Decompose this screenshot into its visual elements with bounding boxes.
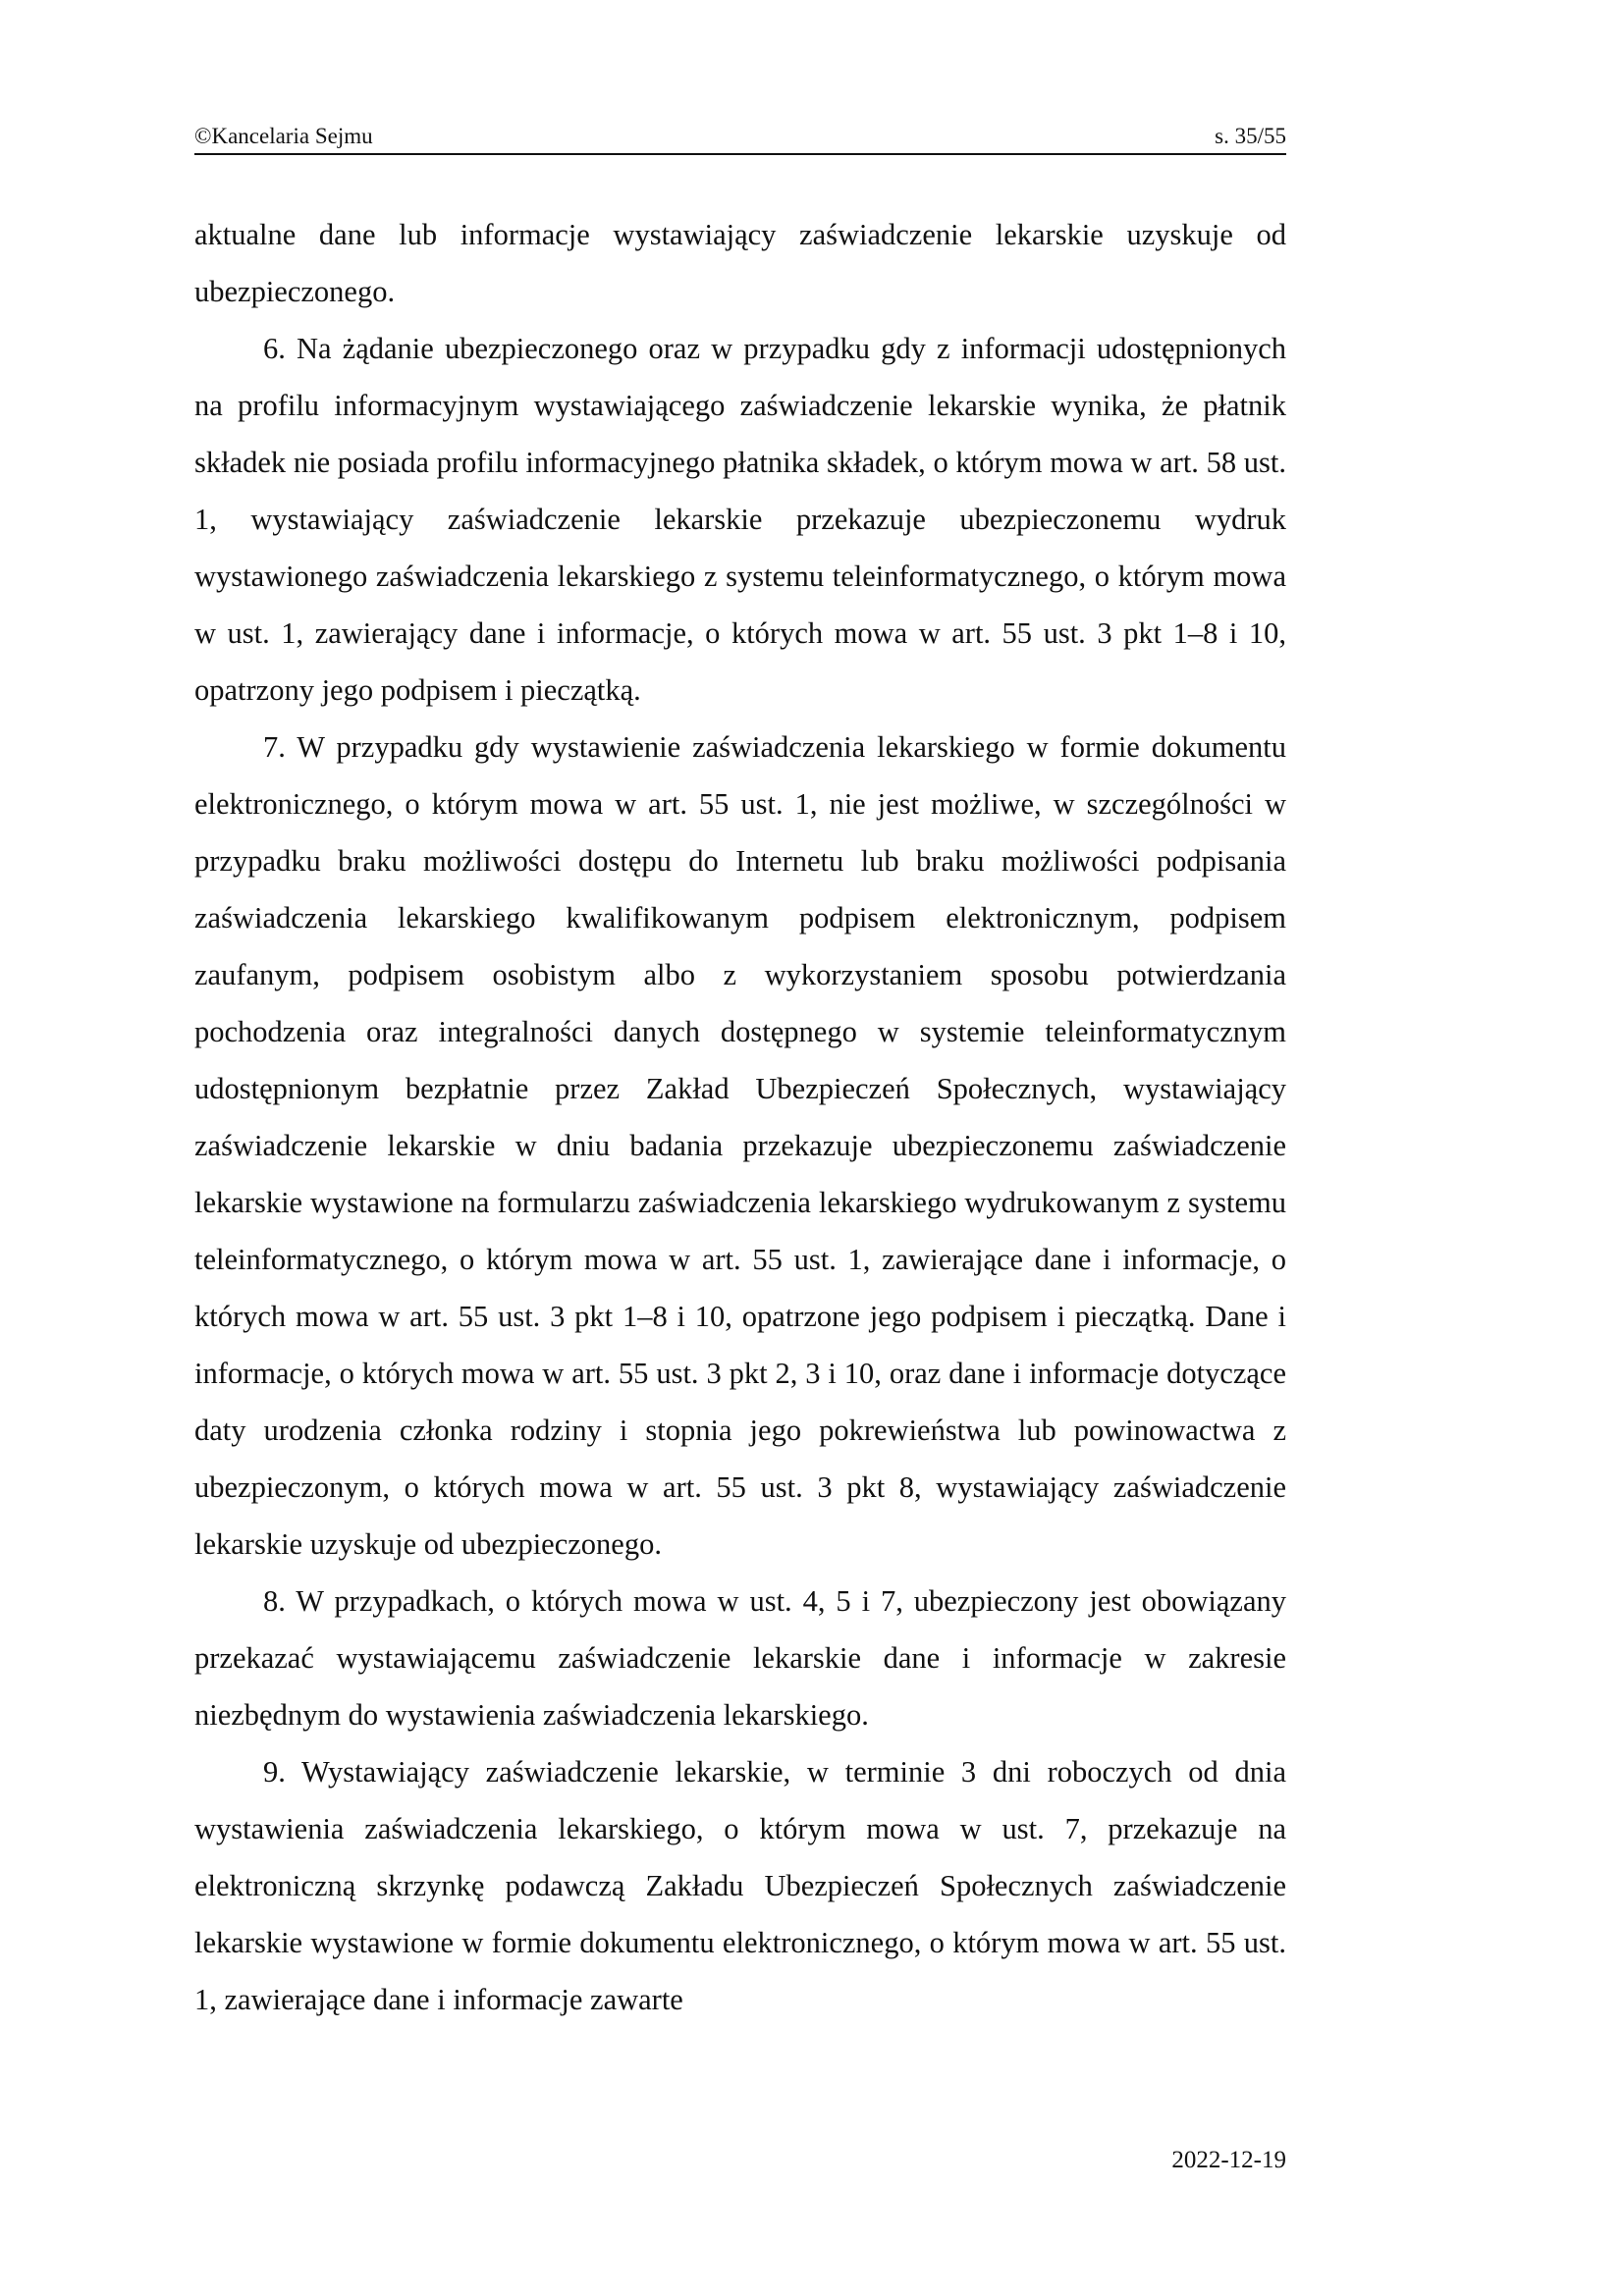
paragraph-8: 8. W przypadkach, o których mowa w ust. 4, 5 i 7, ubezpieczony jest obowiązany przekazać wystawiającemu zaświadczenie lekarskie dane i informacje w zakresie niezbędnym do wystawienia zaświadczenia lekarskiego. (194, 1584, 1286, 1732)
paragraph-7: 7. W przypadku gdy wystawienie zaświadczenia lekarskiego w formie dokumentu elektronicznego, o którym mowa w art. 55 ust. 1, nie jest możliwe, w szczególności w przypadku braku możliwości dostępu do Internetu lub braku możliwości podpisania zaświadczenia lekarskiego kwalifikowanym podpisem elektronicznym, podpisem zaufanym, podpisem osobistym albo z wykorzystaniem sposobu potwierdzania pochodzenia oraz integralności danych dostępnego w systemie teleinformatycznym udostępnionym bezpłatnie przez Zakład Ubezpieczeń Społecznych, wystawiający zaświadczenie lekarskie w dniu badania przekazuje ubezpieczonemu zaświadczenie lekarskie wystawione na formularzu zaświadczenia lekarskiego wydrukowanym z systemu teleinformatycznego, o którym mowa w art. 55 ust. 1, zawierające dane i informacje, o których mowa w art. 55 ust. 3 pkt 1–8 i 10, opatrzone jego podpisem i pieczątką. Dane i informacje, o których mowa w art. 55 ust. 3 pkt 2, 3 i 10, oraz dane i informacje dotyczące daty urodzenia członka rodziny i stopnia jego pokrewieństwa lub powinowactwa z ubezpieczonym, o których mowa w art. 55 ust. 3 pkt 8, wystawiający zaświadczenie lekarskie uzyskuje od ubezpieczonego. (194, 730, 1286, 1561)
paragraph-6: 6. Na żądanie ubezpieczonego oraz w przypadku gdy z informacji udostępnionych na profilu informacyjnym wystawiającego zaświadczenie lekarskie wynika, że płatnik składek nie posiada profilu informacyjnego płatnika składek, o którym mowa w art. 58 ust. 1, wystawiający zaświadczenie lekarskie przekazuje ubezpieczonemu wydruk wystawionego zaświadczenia lekarskiego z systemu teleinformatycznego, o którym mowa w ust. 1, zawierający dane i informacje, o których mowa w art. 55 ust. 3 pkt 1–8 i 10, opatrzony jego podpisem i pieczątką. (194, 332, 1286, 707)
page-number: s. 35/55 (1215, 124, 1286, 148)
paragraph-9: 9. Wystawiający zaświadczenie lekarskie, w terminie 3 dni roboczych od dnia wystawienia zaświadczenia lekarskiego, o którym mowa w ust. 7, przekazuje na elektroniczną skrzynkę podawczą Zakładu Ubezpieczeń Społecznych zaświadczenie lekarskie wystawione w formie dokumentu elektronicznego, o którym mowa w art. 55 ust. 1, zawierające dane i informacje zawarte (194, 1755, 1286, 2016)
publisher-label: ©Kancelaria Sejmu (194, 124, 373, 148)
document-date: 2022-12-19 (1171, 2147, 1286, 2173)
page-header (194, 124, 1286, 155)
paragraph-continuation: aktualne dane lub informacje wystawiający zaświadczenie lekarskie uzyskuje od ubezpieczonego. (194, 218, 1286, 308)
document-body (194, 206, 1286, 2028)
